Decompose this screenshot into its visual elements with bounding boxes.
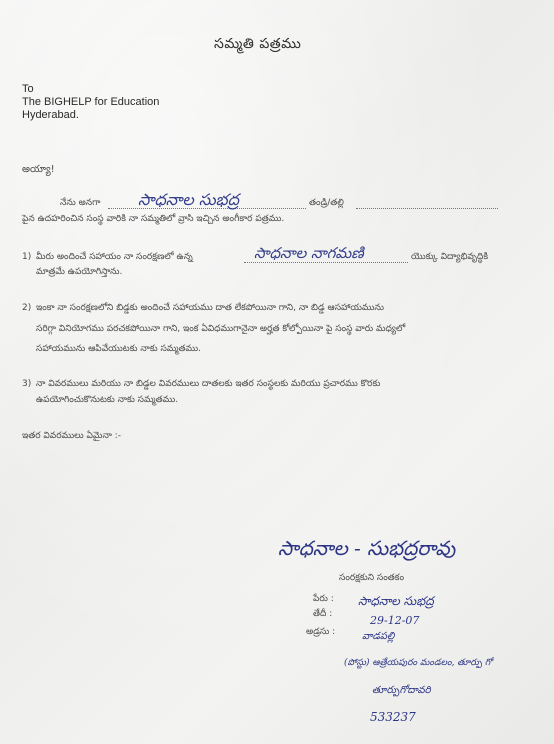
clause-1-number: 1) [22, 252, 32, 262]
pincode-handwritten: 533237 [370, 710, 416, 724]
clause-1-line2: మాత్రమే ఉపయోగిస్తాను. [36, 267, 123, 277]
clause-3-number: 3) [22, 379, 32, 389]
child-name-handwritten: సాధనాల నాగమణి [254, 244, 364, 262]
clause-2-number: 2) [22, 303, 32, 313]
name-label: పేరు : [313, 594, 334, 604]
clause-3-line1: నా వివరములు మరియు నా బిడ్డల వివరములు దాతలకు ఇతర సంస్థలకు మరియు ప్రచారము కొరకు [36, 379, 381, 389]
address-line-3-handwritten: తూర్పుగోదావరి [372, 685, 431, 696]
address-city: Hyderabad. [22, 109, 79, 121]
guardian-name-handwritten: సాధనాల సుభద్ర [138, 190, 239, 209]
signature-caption: సంరక్షకుని సంతకం [339, 573, 405, 583]
clause-2-line2: సరిగ్గా వినియోగము పరచకపోయినా గాని, ఇంక ఏవిధముగానైనా అర్హత కోల్పోయినా పై సంస్థ వారు మధ్యలో [36, 324, 406, 334]
date-label: తేదీ : [313, 609, 333, 619]
address-organization: The BIGHELP for Education [22, 96, 160, 108]
clause-2-line1: ఇంకా నా సంరక్షణలోని బిడ్డకు అందించే సహాయము దాత లేకపోయినా గాని, నా బిడ్డ ఆసహాయమును [36, 303, 384, 313]
address-label: అడ్రసు : [306, 627, 336, 637]
clause-1-suffix: యొక్కు విద్యాభివృద్ధికి [411, 252, 489, 262]
date-value-handwritten: 29-12-07 [370, 614, 420, 627]
guardian-signature: సాధనాల - సుభద్రరావు [278, 536, 456, 560]
address-line-1-handwritten: వాడపల్లి [362, 631, 395, 642]
relation-dotted-line [356, 207, 498, 209]
other-details-label: ఇతర వివరములు ఏమైనా :- [22, 431, 121, 441]
declaration-line2: పైన ఉదహరించిన సంస్థ వారికి నా సమ్మతిలో వ్రాసి ఇచ్చిన అంగీకార పత్రము. [22, 214, 285, 224]
clause-3-line2: ఉపయోగించుకొనుటకు నాకు సమ్మతము. [36, 395, 179, 405]
address-line-2-handwritten: (పోస్టు) ఆత్రేయపురం మండలం, తూర్పు గో [344, 658, 493, 668]
salutation: అయ్యా! [22, 164, 55, 175]
clause-1-line1: మీరు అందించే సహాయం నా సంరక్షణలో ఉన్న [36, 252, 193, 262]
clause-2-line3: సహాయమును ఆపివేయుటకు నాకు సమ్మతము. [36, 344, 201, 354]
declaration-prefix: నేను అనగా [60, 198, 101, 208]
name-value-handwritten: సాధనాల సుభద్ర [358, 594, 434, 608]
relation-label: తండ్రి/తల్లి [309, 198, 344, 208]
address-to: To [22, 83, 34, 95]
page-title: సమ్మతి పత్రము [214, 36, 302, 52]
